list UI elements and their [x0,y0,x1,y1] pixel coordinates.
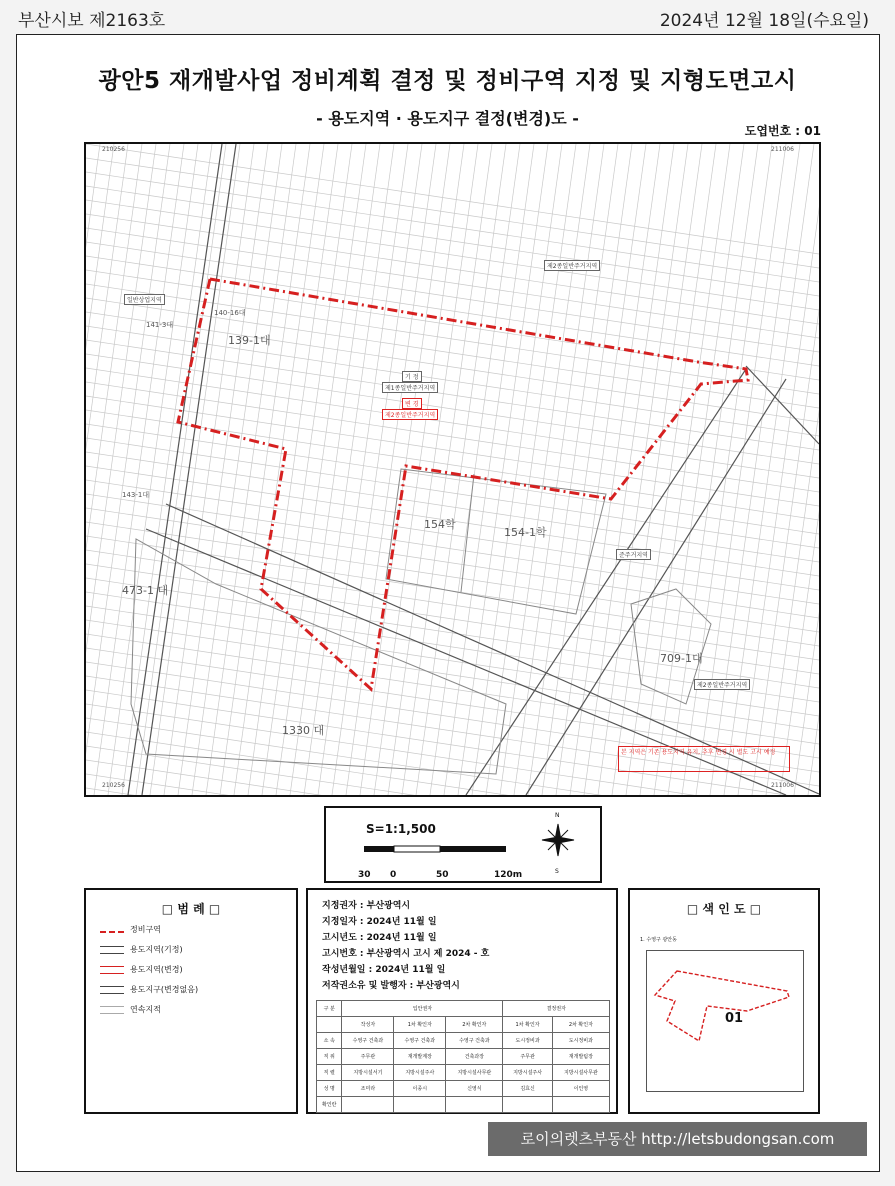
parcel-line [86,200,819,310]
parcel-line [86,144,819,254]
parcel-line [86,186,819,296]
index-sheet-number: 01 [725,1011,744,1026]
parcel-line [486,144,576,795]
parcel-line [86,354,819,464]
road-east [746,366,819,444]
page-subtitle: - 용도지역 · 용도지구 결정(변경)도 - [316,109,579,128]
map-parcel-grid [86,144,819,795]
lot-label: 154학 [424,518,456,531]
north-arrow-icon [542,824,574,856]
table-cell: 재개발계장 [394,1049,446,1065]
cadastral-map[interactable] [84,142,821,797]
table-cell: 주무관 [503,1049,552,1065]
lot-label: 1330 대 [282,724,325,737]
info-line: 저작권소유 및 발행자 : 부산광역시 [322,981,460,991]
lot-label: 143-1대 [122,491,150,499]
info-line: 작성년월일 : 2024년 11월 일 [322,965,446,975]
zone-tag: 준주거지역 [616,549,651,560]
table-cell [317,1017,342,1033]
parcel-line [86,298,819,408]
parcel-line [86,144,170,795]
table-cell: 수영구 건축과 [446,1033,503,1049]
legend-swatch [100,966,124,974]
table-cell: 지방시설사무관 [552,1065,609,1081]
lot-label: 709-1대 [660,652,703,665]
parcel-line [86,172,819,282]
tag-existing: 기 정 [402,371,422,382]
parcel-line [570,144,660,795]
parcel-line [290,144,380,795]
bulletin-date: 2024년 12월 18일(수요일) [659,11,869,31]
sheet-number: 도엽번호 : 01 [744,124,821,138]
table-cell: 직 렬 [317,1065,342,1081]
lot-label: 473-1 대 [122,584,169,597]
south-label: S [555,868,559,875]
table-cell: 수영구 건축과 [394,1033,446,1049]
table-cell: 도시정비과 [552,1033,609,1049]
table-cell: 조미라 [342,1081,394,1097]
zone-tag: 제2종일반주거지역 [694,679,750,690]
scale-bar-box [324,806,602,883]
table-cell: 지방시설사무관 [446,1065,503,1081]
table-cell [552,1097,609,1113]
parcel-line [668,144,758,795]
legend-box [84,888,298,1114]
index-map-box [628,888,820,1114]
table-cell: 구 분 [317,1001,342,1017]
road-vertical-west-2 [142,144,236,795]
table-cell: 1차 확인자 [394,1017,446,1033]
parcel-line [766,144,819,795]
legend-item: 연속지적 [100,1004,161,1015]
lot-label: 139-1대 [228,334,271,347]
parcel-line [86,564,819,674]
parcel-line [86,452,819,562]
parcel-line [86,522,819,632]
map-drawing [86,144,819,795]
zone-tag: 제2종일반주거지역 [544,260,600,271]
parcel-line [738,144,819,795]
parcel-line [108,144,198,795]
parcel-line [86,214,819,324]
legend-item: 정비구역 [100,924,161,935]
table-cell: 확인란 [317,1097,342,1113]
table-cell: 김효신 [503,1081,552,1097]
parcel-line [86,550,819,660]
parcel-line [584,144,674,795]
table-cell: 지방시설주사 [394,1065,446,1081]
parcel-line [206,144,296,795]
parcel-line [528,144,618,795]
table-cell: 2차 확인자 [446,1017,503,1033]
zone-tag: 일반상업지역 [124,294,165,305]
table-cell: 이종시 [394,1081,446,1097]
page-title: 광안5 재개발사업 정비계획 결정 및 정비구역 지정 및 지형도면고시 [98,68,797,94]
parcel-line [808,144,819,795]
legend-title: □ 범 례 □ [161,902,221,916]
table-cell: 1차 확인자 [503,1017,552,1033]
parcel-line [262,144,352,795]
info-line: 고시년도 : 2024년 11월 일 [322,933,437,943]
parcel-line [86,396,819,506]
lot-label: 140-16대 [214,309,246,317]
parcel-line [696,144,786,795]
legend-item: 용도지역(기정) [100,944,183,955]
parcel-line [416,144,506,795]
table-cell: 작성자 [342,1017,394,1033]
legend-item: 용도지역(변경) [100,964,183,975]
legend-swatch [100,986,124,994]
scale-label: S=1:1,500 [366,822,436,836]
info-line: 지정일자 : 2024년 11월 일 [322,917,437,927]
parcel-line [86,690,819,795]
parcel-line [86,158,819,268]
table-cell [342,1097,394,1113]
parcel-line [86,494,819,604]
parcel-line [86,788,819,795]
tag-changed: 변 경 [402,398,422,409]
legend-swatch [100,1006,124,1014]
corner-coordinate: 210256 [102,782,125,789]
parcel-line [640,144,730,795]
table-cell [503,1097,552,1113]
legend-item: 용도지구(변경없음) [100,984,198,995]
parcel-line [794,144,819,795]
scale-tick: 0 [390,870,397,880]
watermark: 로이의렛츠부동산 http://letsbudongsan.com [488,1122,867,1156]
scale-tick: 120m [494,870,523,880]
info-line: 고시번호 : 부산광역시 고시 제 2024 - 호 [322,949,490,959]
parcel-line [86,620,819,730]
table-cell: 신영식 [446,1081,503,1097]
parcel-line [86,144,100,795]
table-cell: 수영구 건축과 [342,1033,394,1049]
table-cell: 결정권자 [503,1001,610,1017]
table-cell: 도시정비과 [503,1033,552,1049]
parcel-line [514,144,604,795]
table-cell: 입안권자 [342,1001,503,1017]
bulletin-issue: 부산시보 제2163호 [18,11,166,31]
index-map-caption: 1. 수영구 광안동 [640,937,677,943]
approval-table [316,1000,610,1113]
table-cell [394,1097,446,1113]
index-map [646,950,804,1092]
legend-swatch [100,946,124,954]
table-cell: 이인영 [552,1081,609,1097]
parcel-line [136,144,226,795]
parcel-line [86,256,819,366]
parcel-line [248,144,338,795]
map-note: 본 지역은 기존 용도지역 유지, 추후 변경 시 별도 고시 예정 [618,746,790,772]
index-map-title: □ 색 인 도 □ [686,902,762,916]
zone-tag: 제1종일반주거지역 [382,382,438,393]
parcel-line [458,144,548,795]
lot-label: 141-3대 [146,321,174,329]
corner-coordinate: 210256 [102,146,125,153]
parcel-line [304,144,394,795]
designation-info-box [306,888,618,1114]
table-cell: 지방시설주사 [503,1065,552,1081]
table-cell: 주무관 [342,1049,394,1065]
table-cell [446,1097,503,1113]
scale-tick: 50 [436,870,449,880]
lot-label: 154-1학 [504,526,547,539]
parcel-line [86,144,156,795]
corner-coordinate: 211006 [771,146,794,153]
corner-coordinate: 211006 [771,782,794,789]
table-cell: 2차 확인자 [552,1017,609,1033]
lot-154-divider [461,474,474,592]
table-cell: 소 속 [317,1033,342,1049]
table-cell: 성 명 [317,1081,342,1097]
parcel-line [86,774,819,795]
table-cell: 건축과장 [446,1049,503,1065]
zone-tag-changed: 제2종일반주거지역 [382,409,438,420]
parcel-line [86,578,819,688]
table-cell: 지방시설서기 [342,1065,394,1081]
legend-swatch [100,931,124,933]
parcel-line [178,144,268,795]
north-label: N [555,812,560,819]
map-roads [128,144,819,795]
info-line: 지정권자 : 부산광역시 [322,901,411,911]
table-cell: 재개발팀장 [552,1049,609,1065]
table-cell: 직 위 [317,1049,342,1065]
scale-tick: 30 [358,870,371,880]
parcel-line [234,144,324,795]
